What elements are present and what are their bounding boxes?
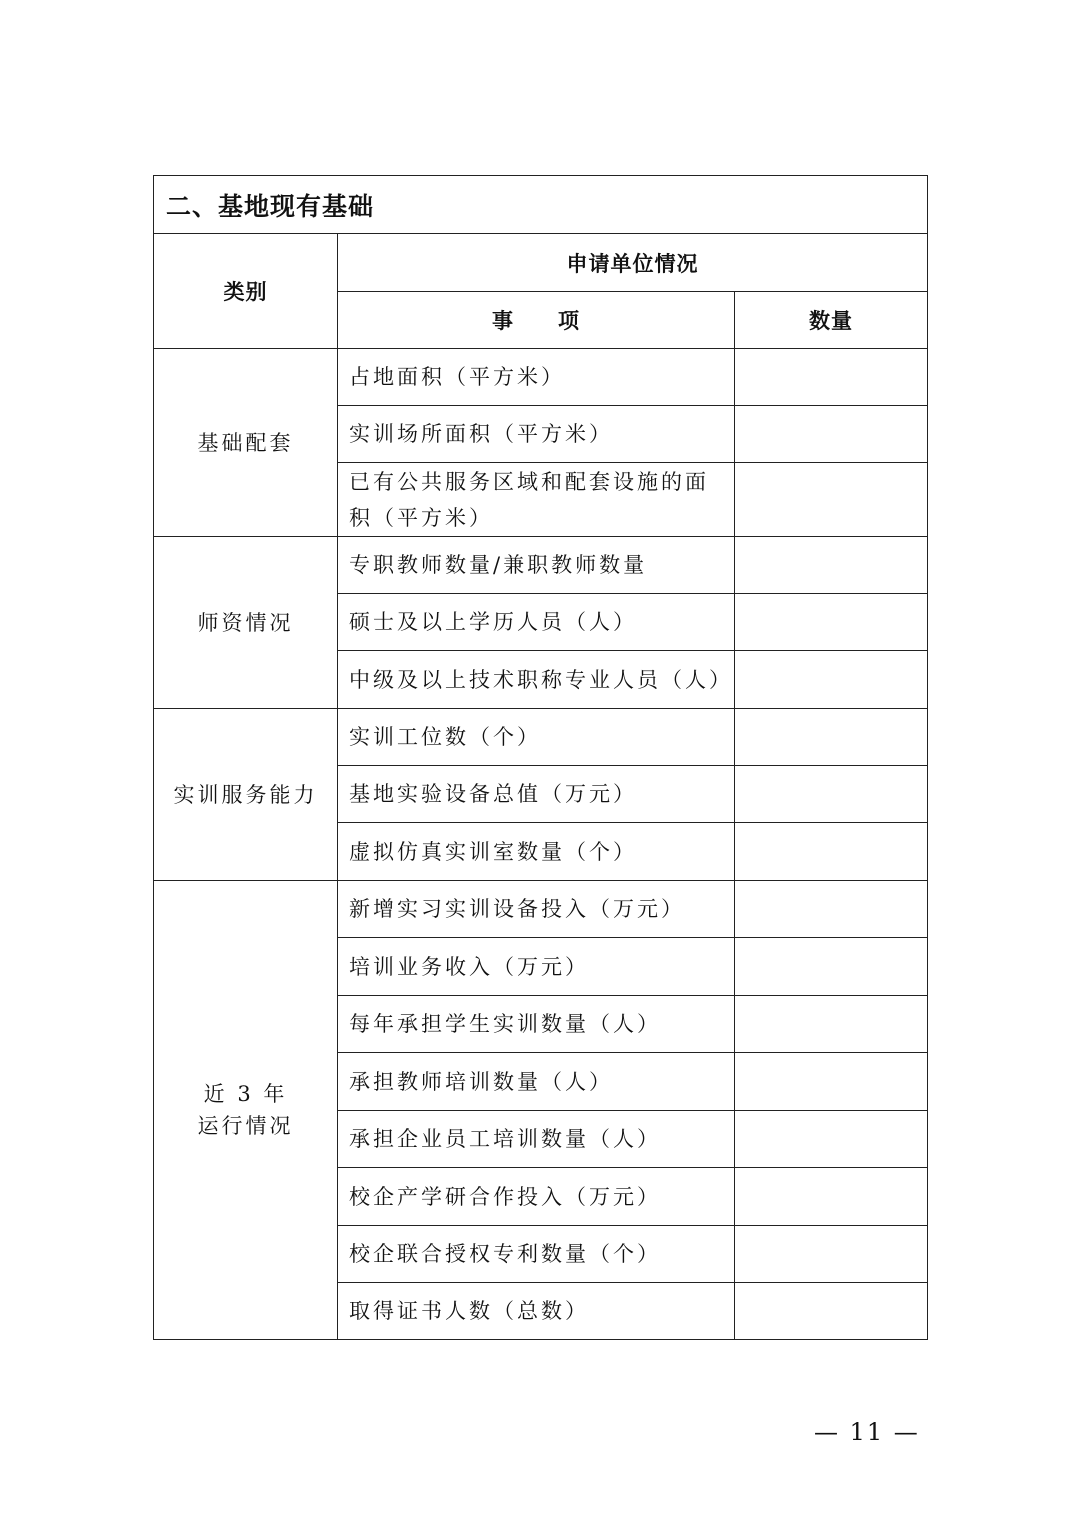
base-foundation-table xyxy=(153,175,928,1340)
header-applicant: 申请单位情况 xyxy=(338,234,928,292)
item-label: 专职教师数量/兼职教师数量 xyxy=(338,537,735,594)
item-label: 硕士及以上学历人员（人） xyxy=(338,594,735,651)
quantity-cell[interactable] xyxy=(735,651,928,709)
quantity-cell[interactable] xyxy=(735,537,928,594)
item-label: 承担企业员工培训数量（人） xyxy=(338,1111,735,1168)
item-label: 新增实习实训设备投入（万元） xyxy=(338,881,735,938)
quantity-cell[interactable] xyxy=(735,996,928,1053)
quantity-cell[interactable] xyxy=(735,349,928,406)
header-item: 事 项 xyxy=(338,292,735,349)
category-training-capacity: 实训服务能力 xyxy=(154,709,338,881)
item-label: 每年承担学生实训数量（人） xyxy=(338,996,735,1053)
quantity-cell[interactable] xyxy=(735,709,928,766)
item-label: 占地面积（平方米） xyxy=(338,349,735,406)
quantity-cell[interactable] xyxy=(735,766,928,823)
item-label: 实训工位数（个） xyxy=(338,709,735,766)
category-faculty: 师资情况 xyxy=(154,537,338,709)
form-sheet xyxy=(153,175,927,1340)
quantity-cell[interactable] xyxy=(735,594,928,651)
item-label: 基地实验设备总值（万元） xyxy=(338,766,735,823)
section-title: 二、基地现有基础 xyxy=(154,176,928,234)
item-label: 校企联合授权专利数量（个） xyxy=(338,1226,735,1283)
item-label: 取得证书人数（总数） xyxy=(338,1283,735,1340)
item-label: 培训业务收入（万元） xyxy=(338,938,735,996)
quantity-cell[interactable] xyxy=(735,823,928,881)
page-number: — 11 — xyxy=(814,1418,920,1446)
header-quantity: 数量 xyxy=(735,292,928,349)
item-label: 已有公共服务区域和配套设施的面积（平方米） xyxy=(338,463,735,537)
item-label: 中级及以上技术职称专业人员（人） xyxy=(338,651,735,709)
quantity-cell[interactable] xyxy=(735,406,928,463)
quantity-cell[interactable] xyxy=(735,1053,928,1111)
quantity-cell[interactable] xyxy=(735,938,928,996)
category-line2: 运行情况 xyxy=(197,1114,294,1138)
item-label: 实训场所面积（平方米） xyxy=(338,406,735,463)
item-label: 校企产学研合作投入（万元） xyxy=(338,1168,735,1226)
category-line1: 近 3 年 xyxy=(203,1082,288,1106)
quantity-cell[interactable] xyxy=(735,1283,928,1340)
category-basic-facilities: 基础配套 xyxy=(154,349,338,537)
item-label: 虚拟仿真实训室数量（个） xyxy=(338,823,735,881)
quantity-cell[interactable] xyxy=(735,1226,928,1283)
quantity-cell[interactable] xyxy=(735,1168,928,1226)
header-category: 类别 xyxy=(154,234,338,349)
category-operation-3-years xyxy=(154,881,338,1340)
quantity-cell[interactable] xyxy=(735,881,928,938)
quantity-cell[interactable] xyxy=(735,463,928,537)
quantity-cell[interactable] xyxy=(735,1111,928,1168)
item-label: 承担教师培训数量（人） xyxy=(338,1053,735,1111)
